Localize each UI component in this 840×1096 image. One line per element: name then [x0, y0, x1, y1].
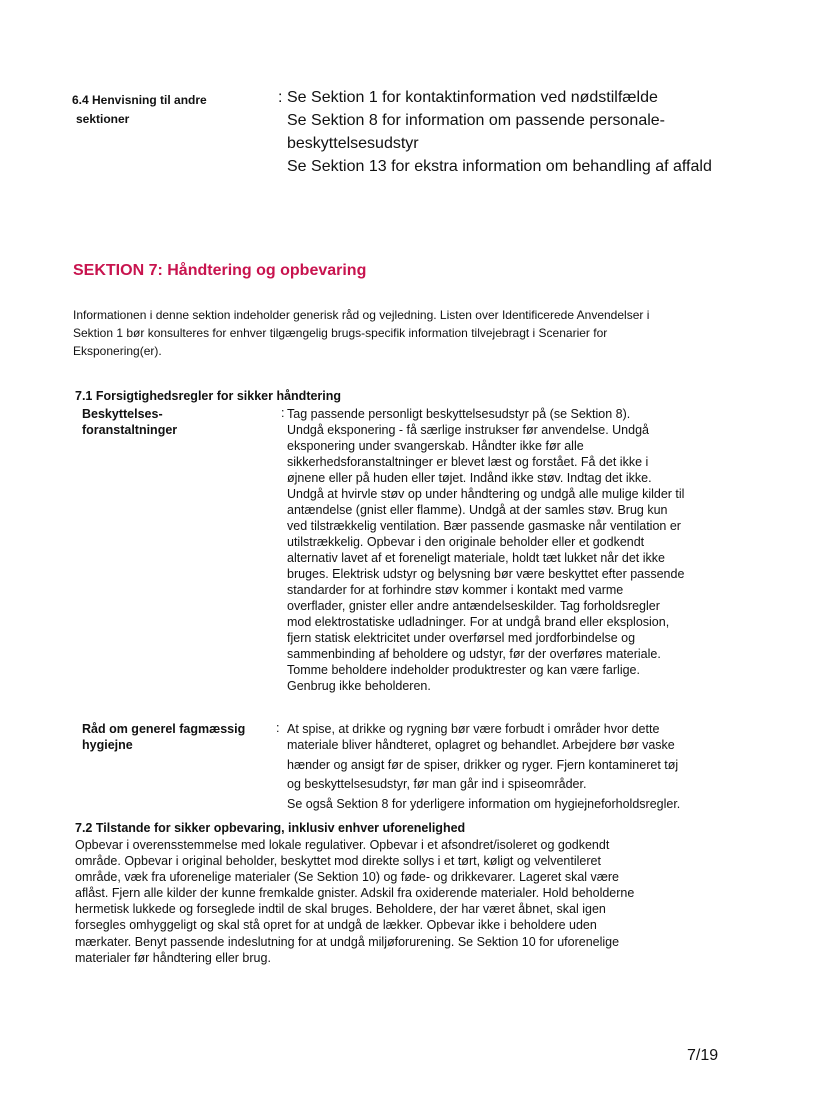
text-line: materialer før håndtering eller brug.: [75, 950, 271, 965]
subsection-7-2-heading: 7.2 Tilstande for sikker opbevaring, inklusiv enhver uforenelighed: [75, 821, 466, 835]
text-line: Tomme beholdere indeholder produktrester og kan være farlige.: [287, 663, 640, 677]
label-line: hygiejne: [82, 738, 133, 752]
section-6-4-line: Se Sektion 13 for ekstra information om behandling af affald: [287, 158, 712, 175]
hygiene-advice-colon: :: [276, 721, 280, 735]
section-7-intro: [73, 306, 773, 360]
text-line: Opbevar i overensstemmelse med lokale regulativer. Opbevar i et afsondret/isoleret og godkendt: [75, 838, 610, 852]
section-7-title: SEKTION 7: Håndtering og opbevaring: [73, 262, 367, 279]
text-line: materiale bliver håndteret, oplagret og behandlet. Arbejdere bør vaske: [287, 738, 675, 753]
text-line: Genbrug ikke beholderen.: [287, 679, 431, 693]
section-6-4-line: Se Sektion 1 for kontaktinformation ved nødstilfælde: [287, 89, 658, 106]
subsection-7-1-heading: 7.1 Forsigtighedsregler for sikker håndtering: [75, 389, 342, 403]
label-line: foranstaltninger: [82, 423, 178, 437]
section-6-4-line: beskyttelsesudstyr: [287, 135, 419, 152]
intro-line: Informationen i denne sektion indeholder generisk råd og vejledning. Listen over Identificerede Anvendelser i: [73, 308, 650, 322]
text-line: antændelse (gnist eller flamme). Undgå at der samles støv. Brug kun: [287, 503, 668, 517]
text-line: hænder og ansigt før de spiser, drikker og ryger. Fjern kontamineret tøj: [287, 757, 679, 772]
storage-conditions-text: [75, 837, 775, 966]
text-line: ved tilstrækkelig ventilation. Bær passende gasmaske når ventilation er: [287, 519, 681, 533]
text-line: overflader, gnister eller andre antændelseskilder. Tag forholdsregler: [287, 599, 660, 613]
text-line: Se også Sektion 8 for yderligere information om hygiejneforholdsregler.: [287, 796, 681, 811]
section-6-4-label: [72, 91, 272, 129]
intro-line: Eksponering(er).: [73, 344, 162, 358]
section-6-4-line: Se Sektion 8 for information om passende personale-: [287, 112, 665, 129]
text-line: eksponering under svangerskab. Håndter ikke før alle: [287, 439, 584, 453]
protective-measures-label: [82, 406, 177, 438]
text-line: sikkerhedsforanstaltninger er blevet læst og forstået. Få det ikke i: [287, 455, 649, 469]
text-line: Undgå eksponering - få særlige instrukser før anvendelse. Undgå: [287, 423, 649, 437]
section-6-4-text: [287, 86, 787, 178]
text-line: øjnene eller på huden eller tøjet. Indånd ikke støv. Indtag det ikke.: [287, 471, 652, 485]
section-6-4-colon: :: [278, 89, 283, 106]
text-line: bruges. Elektrisk udstyr og belysning bør være beskyttet efter passende: [287, 567, 685, 581]
label-line: Råd om generel fagmæssig: [82, 722, 246, 736]
hygiene-advice-text: [287, 721, 787, 812]
text-line: mod elektrostatiske udladninger. For at undgå brand eller eksplosion,: [287, 615, 670, 629]
text-line: forsegles omhyggeligt og skal stå opret for at undgå de lækker. Opbevar ikke i beholdere uden: [75, 918, 597, 933]
text-line: mærkater. Benyt passende indeslutning for at undgå miljøforurening. Se Sektion 10 for uforenelige: [75, 934, 620, 949]
text-line: Tag passende personligt beskyttelsesudstyr på (se Sektion 8).: [287, 407, 631, 421]
text-line: At spise, at drikke og rygning bør være forbudt i områder hvor dette: [287, 722, 660, 736]
text-line: område, væk fra uforenelige materialer (Se Sektion 10) og føde- og drikkevarer. Lageret skal være: [75, 870, 620, 885]
section-6-4-label-line2: sektioner: [76, 112, 130, 126]
protective-measures-text: [287, 406, 787, 694]
protective-measures-colon: :: [281, 406, 285, 420]
intro-line: Sektion 1 bør konsulteres for enhver tilgængelig brugs-specifik information tilvejebragt i Scenarier for: [73, 326, 608, 340]
page-number: 7/19: [687, 1047, 719, 1064]
text-line: område. Opbevar i original beholder, beskyttet mod direkte sollys i et tørt, køligt og velventileret: [75, 854, 601, 869]
text-line: aflåst. Fjern alle kilder der kunne fremkalde gnister. Adskil fra oxiderende materialer. Hold beholderne: [75, 886, 635, 901]
text-line: Undgå at hvirvle støv op under håndtering og undgå alle mulige kilder til: [287, 487, 685, 501]
text-line: hermetisk lukkede og forseglede indtil de skal bruges. Beholdere, der har været åbnet, skal igen: [75, 902, 606, 917]
hygiene-advice-label: [82, 721, 245, 753]
text-line: standarder for at forhindre støv kommer i kontakt med varme: [287, 583, 624, 597]
text-line: og beskyttelsesudstyr, før man går ind i spiseområder.: [287, 777, 587, 792]
text-line: sammenbinding af beholdere og udstyr, før der overføres materiale.: [287, 647, 661, 661]
text-line: utilstrækkelig. Opbevar i den originale beholder eller et godkendt: [287, 535, 645, 549]
text-line: fjern statisk elektricitet under overførsel med jordforbindelse og: [287, 631, 636, 645]
label-line: Beskyttelses-: [82, 407, 163, 421]
text-line: alternativ lavet af et foreneligt materiale, holdt tæt lukket når det ikke: [287, 551, 665, 565]
section-6-4-label-line1: 6.4 Henvisning til andre: [72, 93, 207, 107]
